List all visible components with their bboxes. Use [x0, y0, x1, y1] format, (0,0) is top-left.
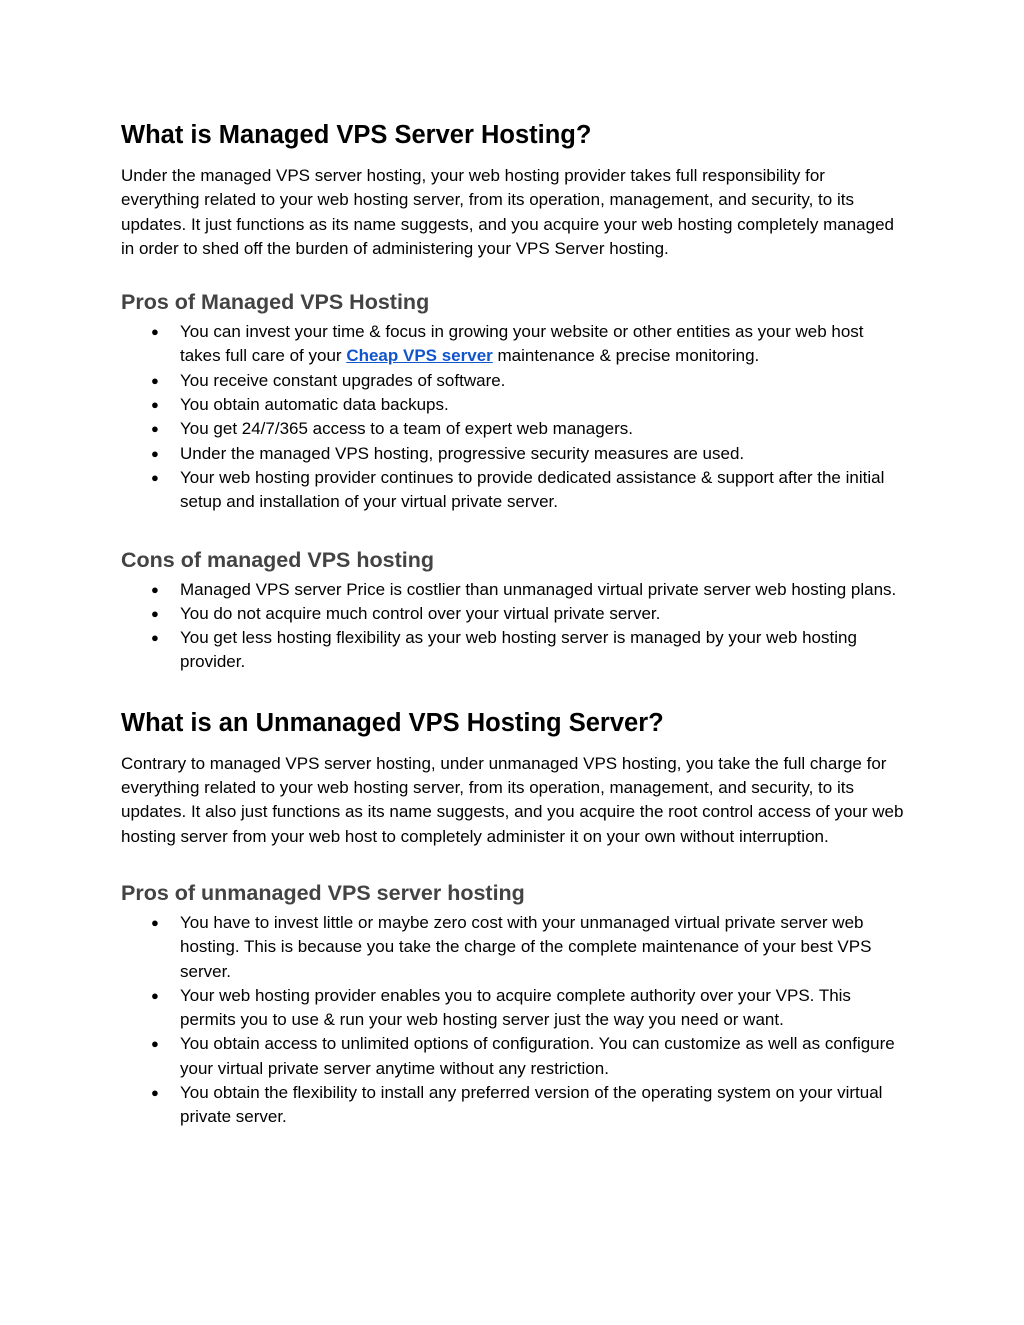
list-pros-unmanaged	[121, 911, 904, 1130]
list-item	[121, 442, 904, 466]
heading-cons-managed: Cons of managed VPS hosting	[121, 547, 434, 572]
bullet-icon: ●	[151, 324, 159, 340]
bullet-icon: ●	[151, 469, 159, 485]
bullet-icon: ●	[151, 605, 159, 621]
list-item	[121, 417, 904, 441]
list-item-text: You do not acquire much control over your virtual private server.	[180, 603, 661, 623]
list-item-text: Your web hosting provider continues to provide dedicated assistance & support after the initial setup and installation of your virtual private server.	[180, 467, 885, 512]
bullet-icon: ●	[151, 445, 159, 461]
bullet-icon: ●	[151, 372, 159, 388]
bullet-icon: ●	[151, 1085, 159, 1101]
list-item-text: You receive constant upgrades of software.	[180, 370, 506, 390]
bullet-icon: ●	[151, 397, 159, 413]
list-item	[121, 369, 904, 393]
list-item-text: Under the managed VPS hosting, progressive security measures are used.	[180, 443, 745, 463]
list-item	[121, 1081, 904, 1130]
list-item-text: You obtain the flexibility to install any preferred version of the operating system on your virtual private server.	[180, 1083, 883, 1127]
list-pros-managed	[121, 320, 904, 514]
list-item	[121, 911, 904, 984]
heading-managed-vps: What is Managed VPS Server Hosting?	[121, 121, 592, 149]
bullet-icon: ●	[151, 1036, 159, 1052]
list-item-text: maintenance & precise monitoring.	[492, 346, 760, 366]
list-item	[121, 578, 904, 602]
list-item	[121, 466, 904, 515]
list-item	[121, 626, 904, 675]
list-item-text: You obtain access to unlimited options of configuration. You can customize as well as configure your virtual private server anytime without any restriction.	[180, 1034, 895, 1078]
list-item-text: Your web hosting provider enables you to acquire complete authority over your VPS. This permits you to use & run your web hosting server just the way you need or want.	[180, 985, 851, 1030]
list-item-text: Managed VPS server Price is costlier than unmanaged virtual private server web hosting plans.	[180, 579, 897, 599]
heading-unmanaged-vps: What is an Unmanaged VPS Hosting Server?	[121, 708, 664, 737]
list-item	[121, 602, 904, 626]
heading-pros-unmanaged: Pros of unmanaged VPS server hosting	[121, 880, 525, 905]
bullet-icon: ●	[151, 630, 159, 646]
list-item	[121, 1032, 904, 1081]
list-cons-managed	[121, 578, 904, 675]
list-item-text: You can invest your time & focus in growing your website or other entities as your web host takes full care of your	[180, 322, 864, 366]
bullet-icon: ●	[151, 581, 159, 597]
bullet-icon: ●	[151, 914, 159, 930]
list-item	[121, 984, 904, 1033]
list-item-text: You get 24/7/365 access to a team of expert web managers.	[180, 419, 633, 439]
list-item	[121, 393, 904, 417]
bullet-icon: ●	[151, 421, 159, 437]
list-item-text: You have to invest little or maybe zero cost with your unmanaged virtual private server web hosting. This is because you take the charge of the complete maintenance of your best VPS server.	[180, 912, 872, 981]
bullet-icon: ●	[151, 987, 159, 1003]
list-item-text: You obtain automatic data backups.	[180, 395, 449, 415]
paragraph-unmanaged-vps: Contrary to managed VPS server hosting, under unmanaged VPS hosting, you take the full charge for everything related to your web hosting server, from its operation, management, and security, to its updates. It also just functions as its name suggests, and you acquire the root control access of your web hosting server from your web host to completely administer it on your own without interruption.	[121, 753, 904, 846]
cheap-vps-server-link[interactable]: Cheap VPS server	[346, 346, 493, 366]
heading-pros-managed: Pros of Managed VPS Hosting	[121, 290, 430, 315]
list-item	[121, 320, 904, 369]
paragraph-managed-vps: Under the managed VPS server hosting, your web hosting provider takes full responsibility for everything related to your web hosting server, from its operation, management, and security, to its updates. It just functions as its name suggests, and you acquire your web hosting completely managed in order to shed off the burden of administering your VPS Server hosting.	[121, 166, 895, 258]
list-item-text: You get less hosting flexibility as your web hosting server is managed by your web hosting provider.	[180, 628, 857, 672]
